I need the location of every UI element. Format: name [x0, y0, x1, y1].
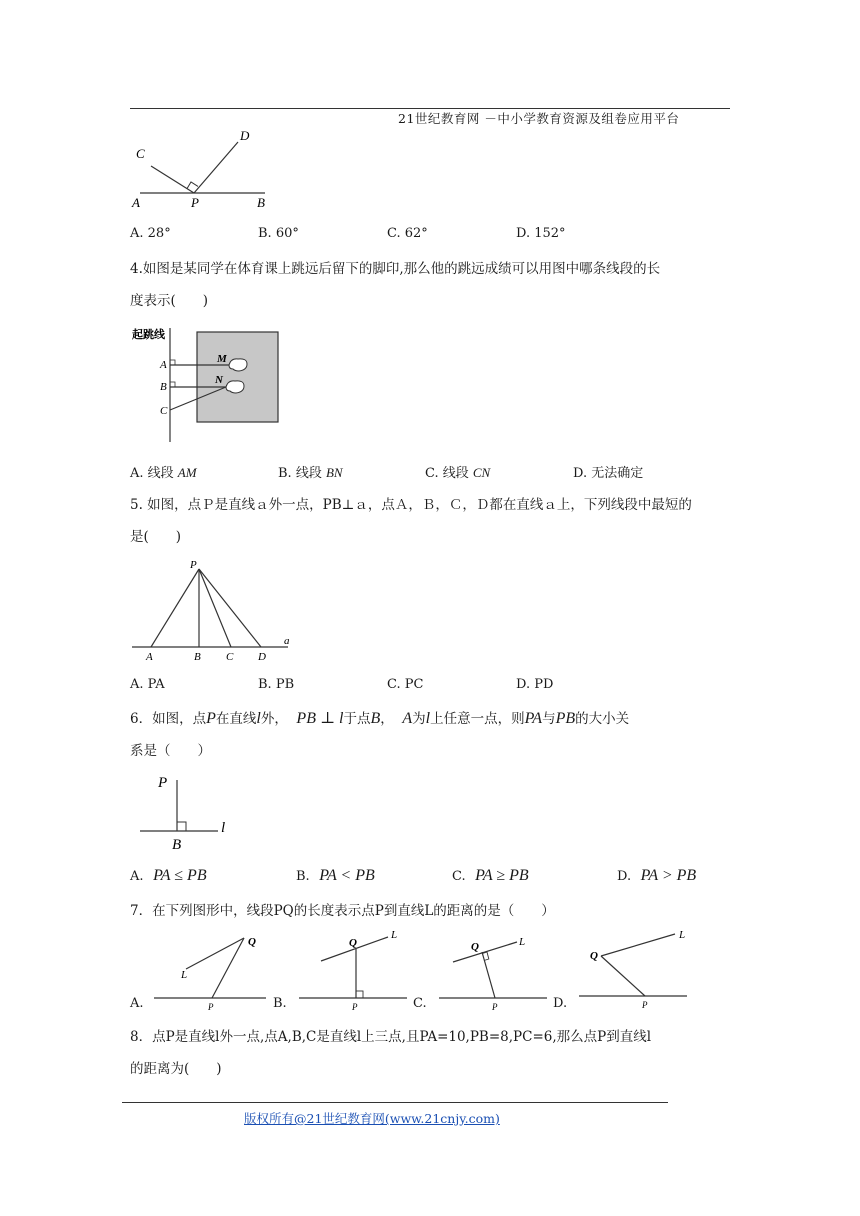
q7d-label-p: P: [642, 1000, 648, 1010]
q6-option-a[interactable]: A. PA ≤ PB: [130, 867, 207, 884]
q5-question-line1: 5. 如图，点Ｐ是直线ａ外一点，PB⊥ａ，点Ａ，Ｂ，Ｃ，Ｄ都在直线ａ上，下列线段中最短的: [130, 497, 692, 513]
q3-option-c[interactable]: C. 62°: [387, 226, 428, 241]
q5-option-c[interactable]: C. PC: [387, 677, 424, 692]
q5-question-line2: 是( ): [130, 529, 182, 545]
q3-figure: [130, 125, 280, 215]
q7-figure-b: [295, 928, 425, 1013]
q7-option-a-letter[interactable]: A.: [130, 996, 144, 1011]
q7-question-line1: 7．在下列图形中，线段PQ的长度表示点P到直线L的距离的是（ ）: [130, 903, 555, 919]
q3-label-p: P: [191, 195, 199, 210]
q6-figure: [130, 772, 250, 854]
q7d-label-l: L: [679, 929, 686, 941]
q7-option-c-letter[interactable]: C.: [413, 996, 427, 1011]
q6-option-d[interactable]: D. PA > PB: [617, 867, 697, 884]
q6-label-p: P: [158, 775, 168, 791]
q4-label-n: N: [215, 374, 223, 386]
q4-label-c: C: [160, 405, 168, 417]
footer-copyright-link[interactable]: 版权所有@21世纪教育网(www.21cnjy.com): [244, 1111, 500, 1126]
q6-question-line1: 6．如图，点P在直线l外， PB ⊥ l于点B， A为l上任意一点，则PA与PB的大小关: [130, 710, 630, 727]
q7c-label-l: L: [519, 936, 526, 948]
q7a-label-p: P: [208, 1002, 214, 1012]
q5-label-d: D: [258, 651, 266, 663]
q4-label-start-line: 起跳线: [132, 328, 165, 341]
q4-question-line1: 4.如图是某同学在体育课上跳远后留下的脚印,那么他的跳远成绩可以用图中哪条线段的长: [130, 261, 661, 277]
q3-label-d: D: [240, 128, 250, 143]
q5-label-a: A: [146, 651, 153, 663]
q5-label-p: P: [190, 559, 197, 571]
q7b-label-l: L: [391, 929, 398, 941]
q6-option-b[interactable]: B. PA < PB: [296, 867, 375, 884]
q3-label-b: B: [257, 195, 265, 210]
q8-question-line2: 的距离为( ): [130, 1061, 222, 1077]
q5-figure: [130, 558, 300, 668]
q3-option-b[interactable]: B. 60°: [258, 226, 299, 241]
q5-option-d[interactable]: D. PD: [516, 677, 554, 692]
q7a-label-q: Q: [248, 936, 256, 948]
q3-label-a: A: [132, 195, 140, 210]
q7-figure-d: [575, 928, 705, 1013]
q5-option-b[interactable]: B. PB: [258, 677, 295, 692]
q4-option-c[interactable]: C. 线段 CN: [425, 465, 491, 481]
q5-label-b: B: [194, 651, 201, 663]
q7-figure-a: [148, 928, 278, 1013]
q4-label-m: M: [217, 353, 227, 365]
q4-figure: [130, 326, 290, 446]
q7-option-b-letter[interactable]: B.: [273, 996, 287, 1011]
footprint-m-icon: [229, 359, 247, 371]
q7c-label-q: Q: [471, 941, 479, 953]
q5-label-c: C: [226, 651, 234, 663]
footer-rule: [122, 1102, 668, 1103]
q6-question-line2: 系是（ ）: [130, 743, 211, 759]
q6-label-b: B: [172, 837, 182, 853]
q3-label-c: C: [136, 146, 145, 161]
q4-option-a[interactable]: A. 线段 AM: [130, 465, 197, 481]
q4-option-d[interactable]: D. 无法确定: [573, 466, 644, 481]
q3-option-a[interactable]: A. 28°: [130, 226, 171, 241]
q6-option-c[interactable]: C. PA ≥ PB: [452, 867, 529, 884]
q7d-label-q: Q: [590, 950, 598, 962]
q4-question-line2: 度表示( ): [130, 293, 209, 309]
q5-option-a[interactable]: A. PA: [130, 677, 165, 692]
q7b-label-p: P: [352, 1002, 358, 1012]
q5-label-line-a: a: [284, 635, 290, 647]
q4-label-a: A: [160, 359, 167, 371]
q7-option-d-letter[interactable]: D.: [553, 996, 568, 1011]
q7a-label-l: L: [181, 969, 188, 981]
q8-question-line1: 8．点P是直线l外一点,点A,B,C是直线l上三点,且PA=10,PB=8,PC=6,那么点P到直线l: [130, 1029, 652, 1045]
q7-figure-c: [435, 928, 568, 1013]
header-site-name: 21世纪教育网 －中小学教育资源及组卷应用平台: [398, 111, 680, 126]
q3-option-d[interactable]: D. 152°: [516, 226, 566, 241]
q7c-label-p: P: [492, 1002, 498, 1012]
footprint-n-icon: [226, 381, 244, 393]
q6-label-l: l: [221, 820, 226, 836]
q4-label-b: B: [160, 381, 167, 393]
q7b-label-q: Q: [349, 937, 357, 949]
q4-option-b[interactable]: B. 线段 BN: [278, 465, 343, 481]
